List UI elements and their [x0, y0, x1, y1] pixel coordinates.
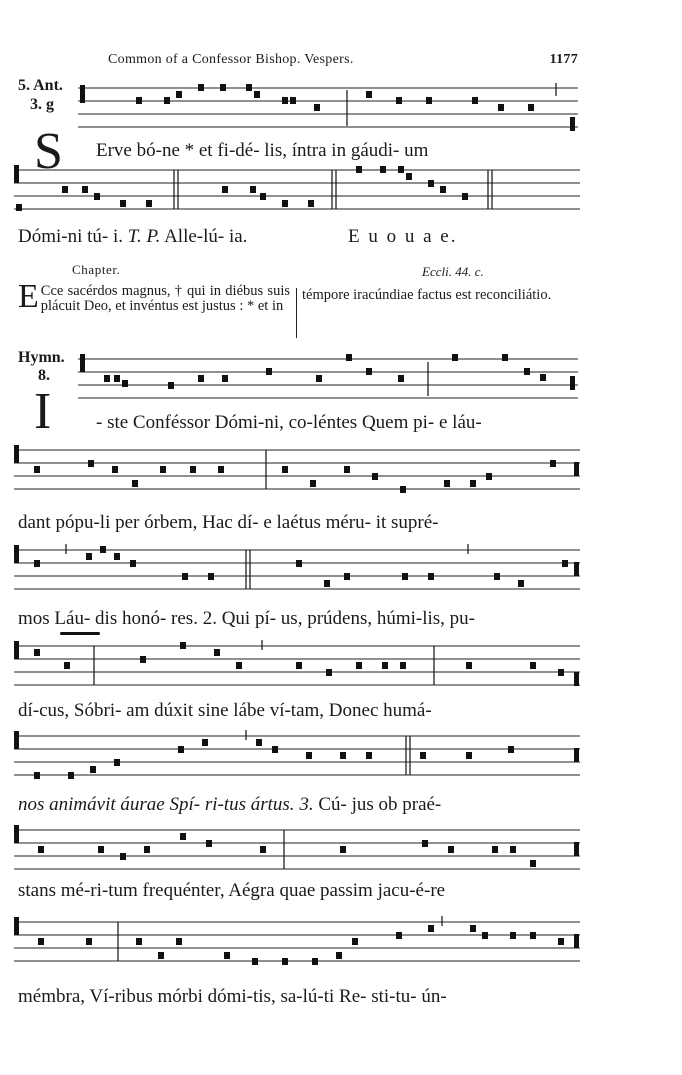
- euouae: E u o u a e.: [348, 226, 458, 247]
- hymn-staff-2: [10, 440, 580, 500]
- chapter-initial: E: [18, 278, 39, 315]
- hymn-lyric-5-rest: Cú- jus ob praé-: [318, 794, 442, 815]
- hymn-lyric-5-italic: nos animávit áurae Spí- ri-tus ártus.: [18, 794, 295, 815]
- antiphon-lyric-1: Erve bó-ne * et fi-dé- lis, íntra in gáudi- um: [96, 140, 429, 161]
- hymn-lyric-1: - ste Conféssor Dómi-ni, co-léntes Quem pi- e láu-: [96, 412, 482, 433]
- chapter-text-1: Cce sacérdos magnus, † qui in diébus suis plácuit Deo, et invéntus est justus : * et in: [40, 283, 290, 314]
- antiphon-staff-2: [10, 160, 580, 220]
- page-title: Common of a Confessor Bishop. Vespers.: [108, 52, 354, 67]
- hymn-lyric-6: stans mé-ri-tum frequénter, Aégra quae passim jacu-é-re: [18, 880, 446, 901]
- antiphon-staff-1: [70, 82, 580, 134]
- hymn-lyric-7: mémbra, Ví-ribus mórbi dómi-tis, sa-lú-ti Re- sti-tu- ún-: [18, 986, 447, 1007]
- hymn-staff-5: [10, 726, 580, 786]
- running-header: [108, 52, 578, 74]
- chapter-reference: Eccli. 44. c.: [422, 264, 484, 279]
- hymn-initial: I: [34, 383, 52, 440]
- hymn-staff-4: [10, 636, 580, 696]
- hymn-staff-7: [10, 912, 580, 982]
- page-number: 1177: [549, 52, 578, 67]
- hymn-label: Hymn.: [18, 349, 65, 366]
- chapter-column-2: témpore iracúndiae factus est reconciliátio.: [302, 287, 552, 303]
- chapter-column-1: [18, 278, 290, 315]
- chapter-heading: Chapter.: [72, 262, 121, 277]
- antiphon-initial: S: [34, 123, 63, 180]
- hymn-lyric-3: mos Láu- dis honó- res. 2. Qui pí- us, prúdens, húmi-lis, pu-: [18, 608, 476, 629]
- underline-mark: [60, 632, 100, 635]
- hymn-mode: 8.: [38, 367, 50, 384]
- antiphon-lyric-2b: Alle-lú- ia.: [164, 226, 248, 247]
- antiphon-lyric-2a: Dómi-ni tú- i.: [18, 226, 124, 247]
- tempore-paschali: T. P.: [127, 226, 161, 247]
- hymn-lyric-2: dant pópu-li per órbem, Hac dí- e laétus méru- it supré-: [18, 512, 439, 533]
- antiphon-lyric-2: [18, 226, 247, 248]
- column-divider: [296, 288, 297, 338]
- hymn-staff-3: [10, 540, 580, 600]
- hymn-staff-6: [10, 820, 580, 880]
- hymn-lyric-4: dí-cus, Sóbri- am dúxit sine lábe ví-tam, Donec humá-: [18, 700, 432, 721]
- antiphon-label: 5. Ant.: [18, 77, 63, 94]
- hymn-staff-1: [70, 350, 580, 400]
- antiphon-mode: 3. g: [30, 96, 54, 113]
- verse-number-3: 3.: [299, 794, 314, 815]
- hymn-lyric-5: [18, 794, 441, 816]
